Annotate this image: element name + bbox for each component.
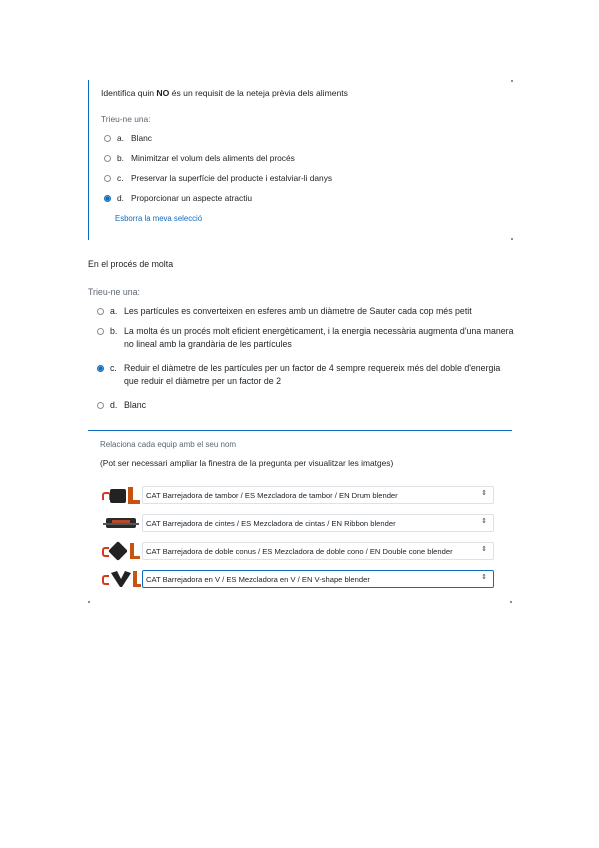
radio-button[interactable]	[97, 402, 104, 409]
radio-button-selected[interactable]	[97, 365, 104, 372]
q2-option-b[interactable]: b. La molta és un procés molt eficient energèticament, i la energia necessària augmenta d'una manera no lineal amb la grandària de les partícules	[97, 325, 517, 350]
question-2-text: En el procés de molta	[88, 259, 174, 269]
q2-option-a[interactable]: a. Les partícules es converteixen en esferes amb un diàmetre de Sauter cada cop més petit	[97, 305, 517, 318]
clear-selection-link[interactable]: Esborra la meva selecció	[115, 214, 203, 223]
radio-button[interactable]	[97, 328, 104, 335]
match-row	[100, 513, 494, 533]
card-corner-mark	[88, 601, 90, 603]
updown-arrow-icon: ⇕	[481, 518, 487, 525]
radio-button[interactable]	[104, 135, 111, 142]
radio-button[interactable]	[104, 155, 111, 162]
answer-select-1[interactable]: CAT Barrejadora de tambor / ES Mezcladora de tambor / EN Drum blender ⇕	[142, 486, 494, 504]
answer-select-2[interactable]: CAT Barrejadora de cintes / ES Mezcladora de cintas / EN Ribbon blender ⇕	[142, 514, 494, 532]
question-1-text: Identifica quin NO és un requisit de la neteja prèvia dels aliments	[101, 88, 348, 98]
q1-option-a[interactable]: a. Blanc	[104, 132, 152, 145]
match-row	[100, 569, 494, 589]
question-1-card	[88, 80, 513, 240]
updown-arrow-icon: ⇕	[481, 490, 487, 497]
radio-button-selected[interactable]	[104, 195, 111, 202]
card-corner-mark	[511, 80, 513, 82]
match-row	[100, 485, 494, 505]
q1-option-b[interactable]: b. Minimitzar el volum dels aliments del procés	[104, 152, 295, 165]
question-3-text: Relaciona cada equip amb el seu nom	[100, 440, 237, 449]
card-corner-mark	[511, 238, 513, 240]
updown-arrow-icon: ⇕	[481, 574, 487, 581]
answer-select-3[interactable]: CAT Barrejadora de doble conus / ES Mezcladora de doble cono / EN Double cone blender ⇕	[142, 542, 494, 560]
q1-option-d[interactable]: d. Proporcionar un aspecte atractiu	[104, 192, 252, 205]
v-shape-blender-icon	[100, 570, 142, 588]
question-2-prompt: Trieu-ne una:	[88, 287, 140, 297]
q2-option-d[interactable]: d. Blanc	[97, 399, 517, 412]
radio-button[interactable]	[104, 175, 111, 182]
radio-button[interactable]	[97, 308, 104, 315]
question-3-note: (Pot ser necessari ampliar la finestra de la pregunta per visualitzar les imatges)	[100, 458, 394, 468]
double-cone-blender-icon	[100, 542, 142, 560]
card-corner-mark	[510, 601, 512, 603]
answer-select-4[interactable]: CAT Barrejadora en V / ES Mezcladora en V / EN V-shape blender ⇕	[142, 570, 494, 588]
ribbon-blender-icon	[100, 514, 142, 532]
q1-option-c[interactable]: c. Preservar la superfície del producte i estalviar-li danys	[104, 172, 332, 185]
question-1-prompt: Trieu-ne una:	[101, 114, 151, 124]
match-row	[100, 541, 494, 561]
drum-blender-icon	[100, 486, 142, 504]
q2-option-c[interactable]: c. Reduir el diàmetre de les partícules per un factor de 4 sempre requereix més del doble d'energia que reduir el diàmetre per un factor de 2	[97, 362, 517, 387]
updown-arrow-icon: ⇕	[481, 546, 487, 553]
